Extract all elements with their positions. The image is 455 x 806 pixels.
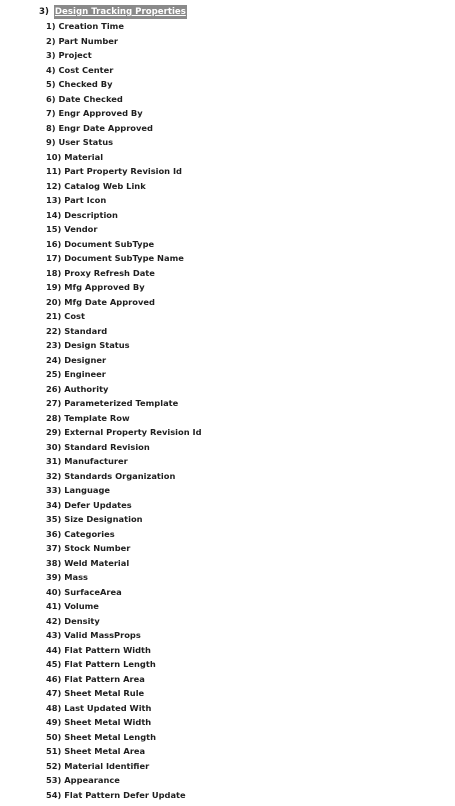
list-item: 42) Density — [46, 615, 100, 626]
list-item: 22) Standard — [46, 325, 108, 336]
list-item: 52) Material Identifier — [46, 760, 150, 771]
list-item: 20) Mfg Date Approved — [46, 296, 155, 307]
list-item: 10) Material — [46, 151, 104, 162]
list-item: 34) Defer Updates — [46, 499, 132, 510]
list-item: 9) User Status — [46, 137, 114, 147]
section-title-highlighted[interactable]: Design Tracking Properties — [54, 7, 186, 17]
list-item: 46) Flat Pattern Area — [46, 673, 145, 684]
list-item: 38) Weld Material — [46, 557, 130, 568]
property-list — [46, 19, 202, 802]
list-item: 48) Last Updated With — [46, 702, 152, 713]
section-number: 3) — [39, 7, 49, 17]
list-item: 43) Valid MassProps — [46, 630, 141, 640]
list-item: 30) Standard Revision — [46, 441, 150, 452]
list-item: 44) Flat Pattern Width — [46, 644, 151, 655]
list-item: 41) Volume — [46, 601, 99, 611]
list-item: 21) Cost — [46, 311, 85, 321]
list-item: 15) Vendor — [46, 224, 98, 234]
list-item: 29) External Property Revision Id — [46, 427, 202, 437]
list-item: 16) Document SubType — [46, 238, 155, 249]
list-item: 50) Sheet Metal Length — [46, 731, 157, 742]
list-item: 40) SurfaceArea — [46, 586, 122, 597]
list-item: 8) Engr Date Approved — [46, 122, 153, 133]
list-item: 39) Mass — [46, 572, 88, 582]
list-item: 13) Part Icon — [46, 195, 107, 205]
section-heading — [39, 5, 187, 19]
list-item: 2) Part Number — [46, 35, 119, 46]
list-item: 25) Engineer — [46, 369, 106, 379]
list-item: 53) Appearance — [46, 775, 120, 785]
list-item: 24) Designer — [46, 354, 107, 365]
list-item: 45) Flat Pattern Length — [46, 659, 156, 669]
list-item: 6) Date Checked — [46, 93, 123, 104]
list-item: 33) Language — [46, 485, 111, 495]
list-item: 32) Standards Organization — [46, 470, 176, 481]
list-item: 26) Authority — [46, 383, 109, 394]
list-item: 1) Creation Time — [46, 21, 124, 31]
list-item: 23) Design Status — [46, 340, 130, 350]
list-item: 51) Sheet Metal Area — [46, 746, 146, 756]
list-item: 17) Document SubType Name — [46, 253, 184, 263]
list-item: 47) Sheet Metal Rule — [46, 688, 145, 698]
list-item: 28) Template Row — [46, 412, 130, 423]
list-item: 3) Project — [46, 50, 92, 60]
list-item: 4) Cost Center — [46, 64, 114, 75]
list-item: 5) Checked By — [46, 79, 113, 89]
list-item: 19) Mfg Approved By — [46, 282, 145, 292]
list-item: 36) Categories — [46, 528, 115, 539]
list-item: 31) Manufacturer — [46, 456, 128, 466]
list-item: 14) Description — [46, 209, 118, 220]
list-item: 54) Flat Pattern Defer Update — [46, 789, 186, 800]
list-item: 37) Stock Number — [46, 543, 131, 553]
list-item: 11) Part Property Revision Id — [46, 166, 182, 176]
list-item: 27) Parameterized Template — [46, 398, 179, 408]
list-item: 49) Sheet Metal Width — [46, 717, 152, 727]
list-item: 18) Proxy Refresh Date — [46, 267, 155, 278]
list-item: 7) Engr Approved By — [46, 108, 143, 118]
list-item: 12) Catalog Web Link — [46, 180, 146, 191]
list-item: 35) Size Designation — [46, 514, 143, 524]
